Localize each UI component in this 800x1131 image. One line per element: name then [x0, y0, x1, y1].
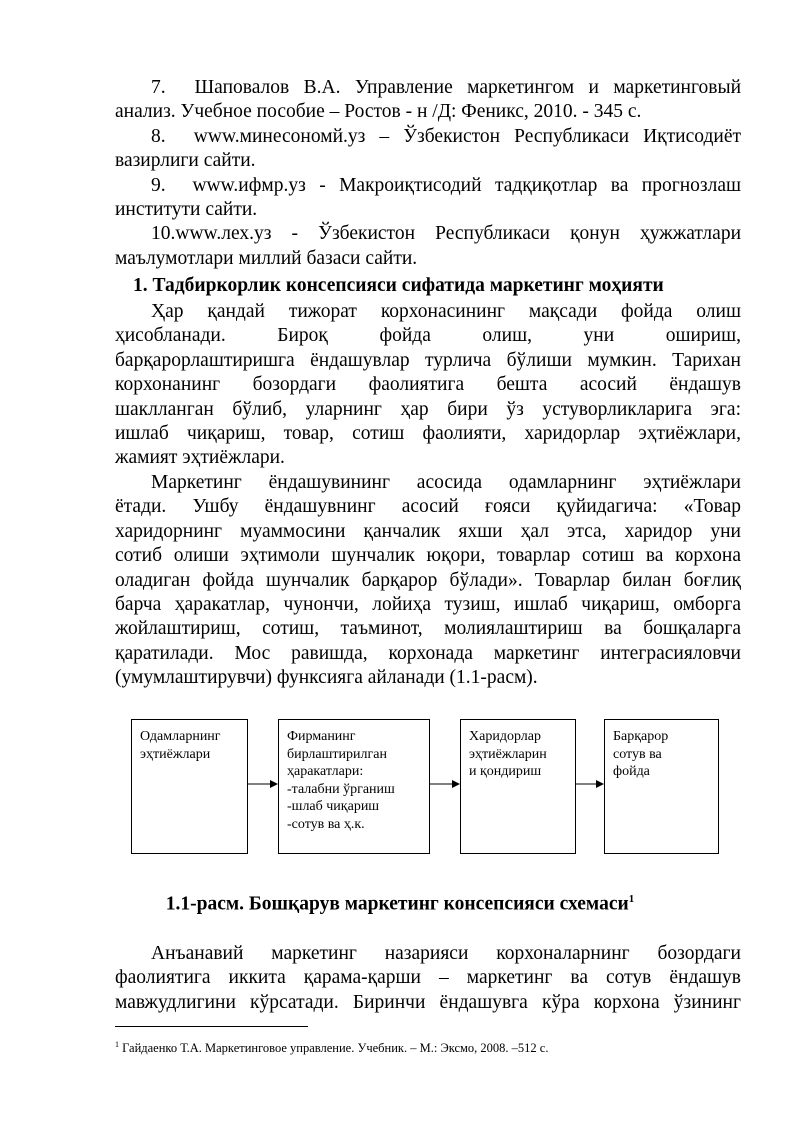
- footnote-mark: 1: [628, 893, 635, 905]
- paragraph-line: мавжудлигини кўрсатади. Биринчи ёндашувга кўра корхона ўзининг: [115, 991, 741, 1013]
- box-line: -талабни ўрганиш: [287, 781, 395, 797]
- paragraph-line: сотиб олиши эҳтимоли шунчалик юқори, товарлар сотиш ва корхона: [115, 545, 741, 567]
- paragraph-2: [115, 471, 741, 691]
- footnote: [115, 1040, 548, 1056]
- box-line: Одамларнинг: [140, 729, 221, 744]
- box-line: Барқарор: [613, 729, 669, 744]
- box-line: эҳтиёжлари: [140, 746, 211, 762]
- reference-list: [115, 76, 741, 271]
- footnote-separator: [115, 1026, 308, 1027]
- paragraph-line: фаолиятига иккита қарама-қарши – маркетинг ва сотув ёндашув: [115, 967, 741, 989]
- reference-item-7-line2: анализ. Учебное пособие – Ростов - н /Д: Феникс, 2010. - 345 с.: [115, 101, 642, 123]
- reference-item-7-line1: 7. Шаповалов В.А. Управление маркетингом и маркетинговый: [151, 77, 741, 98]
- paragraph-line: ётади. Ушбу ёндашувнинг асосий ғояси қуйидагича: «Товар: [115, 496, 741, 518]
- reference-item-8-line2: вазирлиги сайти.: [115, 150, 256, 172]
- paragraph-line: жамият эҳтиёжлари.: [115, 447, 285, 469]
- box-line: фойда: [613, 764, 650, 779]
- paragraph-3: [115, 942, 741, 1015]
- paragraph-line: корхонанинг бозордаги фаолиятига бешта асосий ёндашув: [115, 374, 741, 396]
- diagram-box-satisfy-needs: [460, 719, 576, 854]
- diagram-box-needs: [131, 719, 248, 854]
- paragraph-line: харидорнинг муаммосини қанчалик яхши ҳал этса, харидор уни: [115, 520, 741, 542]
- paragraph-line: шаклланган бўлиб, уларнинг ҳар бири ўз устуворликларига эга:: [115, 398, 741, 420]
- paragraph-line: (умумлаштирувчи) функсияга айланади (1.1-расм).: [115, 667, 538, 689]
- box-line: сотув ва: [613, 746, 662, 762]
- paragraph-line: жойлаштириш, сотиш, таъминот, молиялаштириш ва бошқаларга: [115, 618, 741, 640]
- reference-item-8-line1: 8. www.минесономй.уз – Ўзбекистон Республикаси Иқтисодиёт: [151, 125, 741, 147]
- paragraph-line: ҳисобланади. Бироқ фойда олиш, уни ошириш,: [115, 325, 741, 347]
- paragraph-line: Анъанавий маркетинг назарияси корхоналарнинг бозордаги: [151, 943, 741, 964]
- footnote-number: 1: [115, 1040, 119, 1049]
- box-line: эҳтиёжларин: [469, 746, 547, 762]
- reference-item-10-line2: маълумотлари миллий базаси сайти.: [115, 247, 418, 269]
- reference-item-10-line1: 10.www.лех.уз - Ўзбекистон Республикаси қонун ҳужжатлари: [151, 223, 741, 245]
- box-line: Фирманинг: [287, 729, 356, 744]
- paragraph-line: ишлаб чиқариш, товар, сотиш фаолияти, харидорлар эҳтиёжлари,: [115, 423, 741, 445]
- box-line: бирлаштирилган: [287, 746, 387, 762]
- paragraph-line: оладиган фойда шунчалик барқарор бўлади». Товарлар билан боғлиқ: [115, 569, 741, 591]
- reference-item-9-line2: институти сайти.: [115, 199, 258, 221]
- diagram-box-firm-actions: [278, 719, 430, 854]
- footnote-text: Гайдаенко Т.А. Маркетинговое управление. Учебник. – М.: Эксмо, 2008. –512 с.: [122, 1041, 549, 1056]
- box-line: Харидорлар: [469, 729, 541, 744]
- diagram-box-stable-profit: [604, 719, 719, 854]
- reference-item-9-line1: 9. www.ифмр.уз - Макроиқтисодий тадқиқотлар ва прогнозлаш: [151, 174, 741, 196]
- paragraph-line: Маркетинг ёндашувининг асосида одамларнинг эҳтиёжлари: [151, 472, 741, 493]
- figure-caption: 1.1-расм. Бошқарув маркетинг консепсияси схемаси$^1$: [165, 893, 635, 915]
- paragraph-line: барқарорлаштиришга ёндашувлар турлича бўлиши мумкин. Тарихан: [115, 349, 741, 371]
- paragraph-line: қаратилади. Мос равишда, корхонада маркетинг интеграсияловчи: [115, 642, 741, 664]
- paragraph-line: барча ҳаракатлар, чунончи, лойиҳа тузиш, ишлаб чиқариш, омборга: [115, 594, 741, 616]
- box-line: -шлаб чиқариш: [287, 799, 380, 814]
- paragraph-1: [115, 300, 741, 471]
- box-line: и қондириш: [469, 764, 542, 779]
- box-line: ҳаракатлари:: [287, 764, 364, 779]
- box-line: -сотув ва ҳ.к.: [287, 816, 365, 832]
- paragraph-line: Ҳар қандай тижорат корхонасининг мақсади фойда олиш: [151, 301, 741, 322]
- section-heading: 1. Тадбиркорлик консепсияси сифатида маркетинг моҳияти: [133, 275, 664, 296]
